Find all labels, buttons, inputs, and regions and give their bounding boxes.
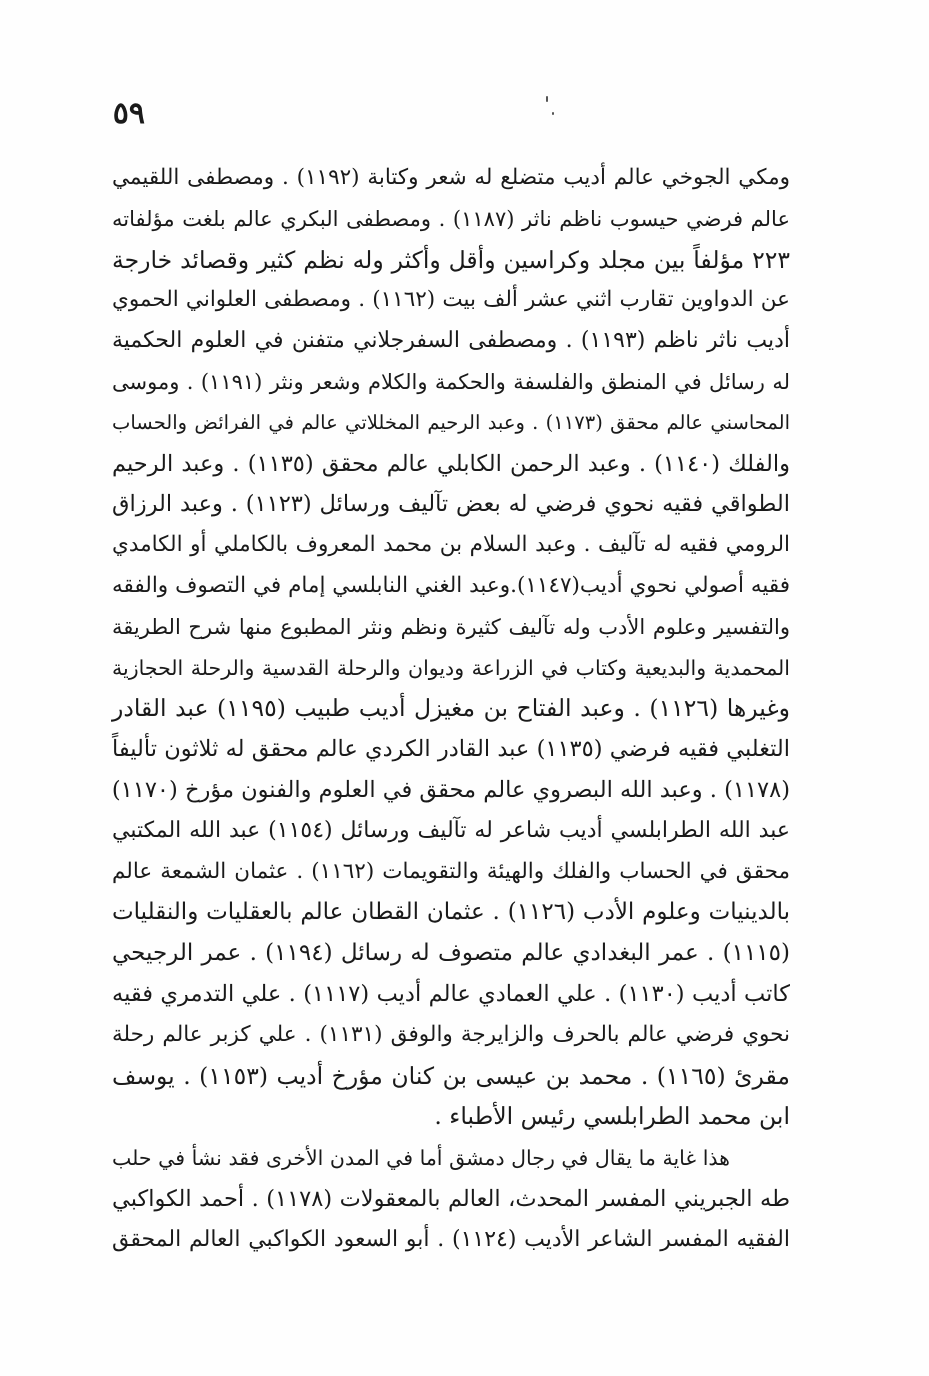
text-line: والتفسير وعلوم الأدب وله تآليف كثيرة ونظم ونثر المطبوع منها شرح الطريقة [112, 614, 790, 639]
text-line: عن الدواوين تقارب اثني عشر ألف بيت (١١٦٢) . ومصطفى العلواني الحموي [112, 287, 790, 313]
text-line: بالدينيات وعلوم الأدب (١١٢٦) . عثمان القطان عالم بالعقليات والنقليات [112, 899, 790, 926]
ink-speck [546, 96, 548, 102]
text-line: ومكي الجوخي عالم أديب متضلع له شعر وكتابة (١١٩٢) . ومصطفى اللقيمي [112, 165, 790, 190]
text-line: المحمدية والبديعية وكتاب في الزراعة وديوان والرحلة القدسية والرحلة الحجازية [112, 655, 790, 680]
text-line: التغلبي فقيه فرضي (١١٣٥) عبد القادر الكردي عالم محقق له ثلاثون تأليفاً [112, 736, 790, 763]
text-line: محقق في الحساب والفلك والهيئة والتقويمات (١١٦٢) . عثمان الشمعة عالم [112, 858, 790, 884]
paragraph-2 [112, 1138, 790, 1260]
text-line: كاتب أديب (١١٣٠) . علي العمادي عالم أديب (١١١٧) . علي التدمري فقيه [112, 980, 790, 1007]
page-number: ٥٩ [112, 96, 145, 131]
text-line: الطواقي فقيه نحوي فرضي له بعض تآليف ورسائل (١١٢٣) . وعبد الرزاق [112, 491, 790, 518]
text-line: (١١١٥) . عمر البغدادي عالم متصوف له رسائل (١١٩٤) . عمر الرجيحي [112, 940, 790, 967]
text-line: نحوي فرضي عالم بالحرف والزايرجة والوفق (١١٣١) . علي كزبر عالم رحلة [112, 1021, 790, 1047]
text-line: الرومي فقيه له تآليف . وعبد السلام بن محمد المعروف بالكاملي أو الكامدي [112, 532, 790, 558]
text-line: هذا غاية ما يقال في رجال دمشق أما في المدن الأخرى فقد نشأ في حلب [112, 1146, 730, 1170]
text-line: الفقيه المفسر الشاعر الأديب (١١٢٤) . أبو السعود الكواكبي العالم المحقق [112, 1226, 790, 1252]
ink-speck [552, 112, 554, 115]
text-line: له رسائل في المنطق والفلسفة والحكمة والكلام وشعر ونثر (١١٩١) . وموسى [112, 369, 790, 394]
text-line: فقيه أصولي نحوي أديب(١١٤٧).وعبد الغني النابلسي إمام في التصوف والفقه [112, 572, 790, 598]
text-line: عبد الله الطرابلسي أديب شاعر له تآليف ورسائل (١١٥٤) عبد الله المكتبي [112, 817, 790, 843]
text-line: والفلك (١١٤٠) . وعبد الرحمن الكابلي عالم محقق (١١٣٥) . وعبد الرحيم [112, 450, 790, 477]
text-line: ابن محمد الطرابلسي رئيس الأطباء . [434, 1102, 790, 1131]
paragraph-1 [112, 158, 790, 1137]
text-line: وغيرها (١١٢٦) . وعبد الفتاح بن مغيزل أديب طبيب (١١٩٥) عبد القادر [112, 694, 791, 723]
text-line: المحاسني عالم محقق (١١٧٣) . وعبد الرحيم المخللاتي عالم في الفرائض والحساب [112, 410, 790, 434]
text-line: طه الجبريني المفسر المحدث، العالم بالمعقولات (١١٧٨) . أحمد الكواكبي [112, 1185, 790, 1212]
text-line: (١١٧٨) . وعبد الله البصروي عالم محقق في العلوم والفنون مؤرخ (١١٧٠) [111, 776, 790, 803]
text-line: ٢٢٣ مؤلفاً بين مجلد وكراسين وأقل وأكثر وله نظم كثير وقصائد خارجة [112, 245, 790, 274]
text-line: مقرئ (١١٦٥) . محمد بن عيسى بن كنان مؤرخ أديب (١١٥٣) . يوسف [112, 1061, 790, 1090]
text-line: عالم فرضي حيسوب ناظم ناثر (١١٨٧) . ومصطفى البكري عالم بلغت مؤلفاته [112, 206, 790, 231]
text-line: أديب ناثر ناظم (١١٩٣) . ومصطفى السفرجلاني متفنن في العلوم الحكمية [112, 328, 790, 354]
